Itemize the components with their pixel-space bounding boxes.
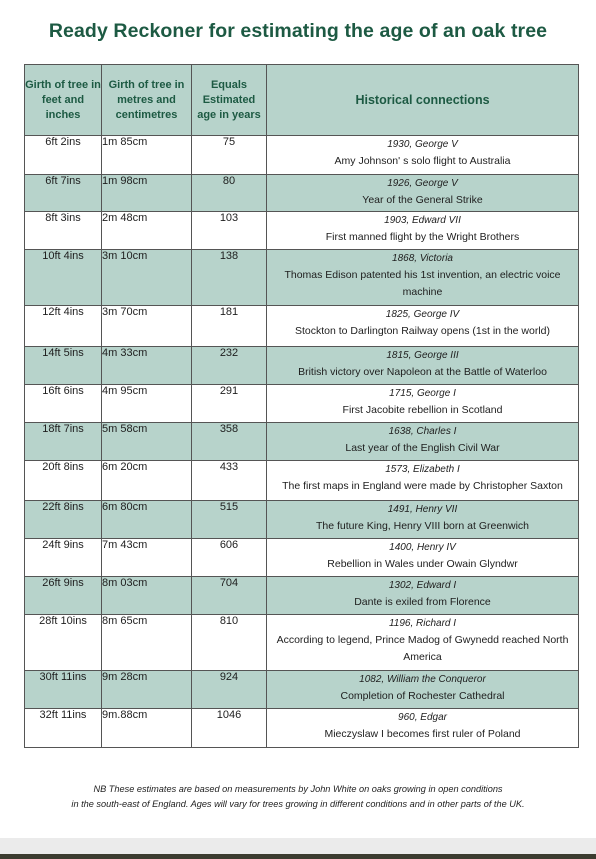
girth-metres-cell: 9m.88cm	[102, 709, 192, 748]
girth-feet-cell: 12ft 4ins	[25, 306, 102, 347]
table-row	[25, 539, 579, 577]
reckoner-table	[24, 64, 579, 748]
table-row	[25, 306, 579, 347]
event-text: Mieczyslaw I becomes first ruler of Poland	[324, 728, 521, 740]
history-cell	[267, 577, 579, 615]
header-estimated-age: Equals Estimated age in years	[192, 65, 267, 136]
history-cell	[267, 501, 579, 539]
age-cell: 138	[192, 250, 267, 306]
table-row	[25, 175, 579, 212]
girth-feet-cell: 26ft 9ins	[25, 577, 102, 615]
reign-text: 1400, Henry IV	[389, 542, 456, 553]
reign-text: 1638, Charles I	[388, 426, 457, 437]
reign-text: 1082, William the Conqueror	[359, 674, 486, 685]
history-cell	[267, 250, 579, 306]
age-cell: 232	[192, 347, 267, 385]
reign-text: 1868, Victoria	[392, 253, 453, 264]
girth-metres-cell: 4m 95cm	[102, 385, 192, 423]
table-row	[25, 615, 579, 671]
age-cell: 704	[192, 577, 267, 615]
age-cell: 1046	[192, 709, 267, 748]
girth-feet-cell: 16ft 6ins	[25, 385, 102, 423]
girth-metres-cell: 4m 33cm	[102, 347, 192, 385]
footnote	[0, 782, 596, 812]
reign-text: 960, Edgar	[398, 712, 447, 723]
event-text: Stockton to Darlington Railway opens (1st in the world)	[294, 325, 551, 337]
table-row	[25, 250, 579, 306]
event-text: Last year of the English Civil War	[345, 442, 500, 454]
history-cell	[267, 423, 579, 461]
age-cell: 75	[192, 136, 267, 175]
reign-text: 1903, Edward VII	[384, 215, 461, 226]
girth-metres-cell: 9m 28cm	[102, 671, 192, 709]
girth-feet-cell: 10ft 4ins	[25, 250, 102, 306]
age-cell: 181	[192, 306, 267, 347]
table-row	[25, 671, 579, 709]
event-text: British victory over Napoleon at the Battle of Waterloo	[298, 366, 547, 378]
reign-text: 1196, Richard I	[388, 618, 457, 629]
event-text: According to legend, Prince Madog of Gwynedd reached North America	[276, 634, 569, 663]
history-cell	[267, 306, 579, 347]
event-text: Thomas Edison patented his 1st invention, an electric voice machine	[284, 269, 561, 298]
event-text: Year of the General Strike	[362, 194, 483, 206]
girth-metres-cell: 6m 20cm	[102, 461, 192, 501]
history-cell	[267, 175, 579, 212]
age-cell: 358	[192, 423, 267, 461]
girth-metres-cell: 3m 10cm	[102, 250, 192, 306]
reign-text: 1930, George V	[387, 139, 458, 150]
girth-metres-cell: 1m 98cm	[102, 175, 192, 212]
reign-text: 1926, George V	[387, 178, 458, 189]
girth-metres-cell: 2m 48cm	[102, 212, 192, 250]
event-text: First manned flight by the Wright Brothers	[325, 231, 520, 243]
age-cell: 606	[192, 539, 267, 577]
girth-metres-cell: 6m 80cm	[102, 501, 192, 539]
header-row	[25, 65, 579, 136]
event-text: Amy Johnson' s solo flight to Australia	[334, 155, 511, 167]
footnote-line-1: NB These estimates are based on measurements by John White on oaks growing in open conditions	[93, 784, 503, 794]
history-cell	[267, 539, 579, 577]
history-cell	[267, 671, 579, 709]
girth-feet-cell: 18ft 7ins	[25, 423, 102, 461]
event-text: The future King, Henry VIII born at Greenwich	[315, 520, 530, 532]
history-cell	[267, 709, 579, 748]
age-cell: 103	[192, 212, 267, 250]
table-row	[25, 577, 579, 615]
girth-feet-cell: 30ft 11ins	[25, 671, 102, 709]
event-text: The first maps in England were made by Christopher Saxton	[282, 480, 563, 492]
girth-feet-cell: 24ft 9ins	[25, 539, 102, 577]
age-cell: 515	[192, 501, 267, 539]
history-cell	[267, 212, 579, 250]
history-cell	[267, 615, 579, 671]
event-text: First Jacobite rebellion in Scotland	[342, 404, 503, 416]
table-row	[25, 347, 579, 385]
age-cell: 924	[192, 671, 267, 709]
event-text: Completion of Rochester Cathedral	[340, 690, 505, 702]
reign-text: 1825, George IV	[385, 309, 460, 320]
reign-text: 1302, Edward I	[388, 580, 457, 591]
table-row	[25, 709, 579, 748]
girth-feet-cell: 8ft 3ins	[25, 212, 102, 250]
table-row	[25, 212, 579, 250]
table-row	[25, 385, 579, 423]
girth-feet-cell: 32ft 11ins	[25, 709, 102, 748]
table-row	[25, 461, 579, 501]
table-row	[25, 501, 579, 539]
girth-feet-cell: 28ft 10ins	[25, 615, 102, 671]
girth-feet-cell: 20ft 8ins	[25, 461, 102, 501]
girth-metres-cell: 7m 43cm	[102, 539, 192, 577]
girth-feet-cell: 6ft 2ins	[25, 136, 102, 175]
girth-metres-cell: 1m 85cm	[102, 136, 192, 175]
reign-text: 1715, George I	[389, 388, 456, 399]
page-title: Ready Reckoner for estimating the age of an oak tree	[48, 20, 548, 42]
table-row	[25, 423, 579, 461]
bottom-bar	[0, 854, 596, 859]
age-cell: 433	[192, 461, 267, 501]
header-historical-connections: Historical connections	[267, 65, 579, 136]
reign-text: 1573, Elizabeth I	[385, 464, 460, 475]
bottom-strip	[0, 838, 596, 854]
footnote-line-2: in the south-east of England. Ages will vary for trees growing in different conditions and in other parts of the UK.	[71, 799, 525, 809]
history-cell	[267, 136, 579, 175]
header-girth-feet: Girth of tree in feet and inches	[25, 65, 102, 136]
girth-metres-cell: 8m 65cm	[102, 615, 192, 671]
age-cell: 810	[192, 615, 267, 671]
girth-feet-cell: 14ft 5ins	[25, 347, 102, 385]
table-row	[25, 136, 579, 175]
reign-text: 1815, George III	[386, 350, 459, 361]
header-girth-metres: Girth of tree in metres and centimetres	[102, 65, 192, 136]
event-text: Rebellion in Wales under Owain Glyndwr	[327, 558, 518, 570]
history-cell	[267, 461, 579, 501]
age-cell: 80	[192, 175, 267, 212]
girth-metres-cell: 5m 58cm	[102, 423, 192, 461]
reign-text: 1491, Henry VII	[387, 504, 458, 515]
girth-metres-cell: 3m 70cm	[102, 306, 192, 347]
event-text: Dante is exiled from Florence	[354, 596, 491, 608]
girth-feet-cell: 6ft 7ins	[25, 175, 102, 212]
girth-feet-cell: 22ft 8ins	[25, 501, 102, 539]
history-cell	[267, 385, 579, 423]
age-cell: 291	[192, 385, 267, 423]
girth-metres-cell: 8m 03cm	[102, 577, 192, 615]
history-cell	[267, 347, 579, 385]
